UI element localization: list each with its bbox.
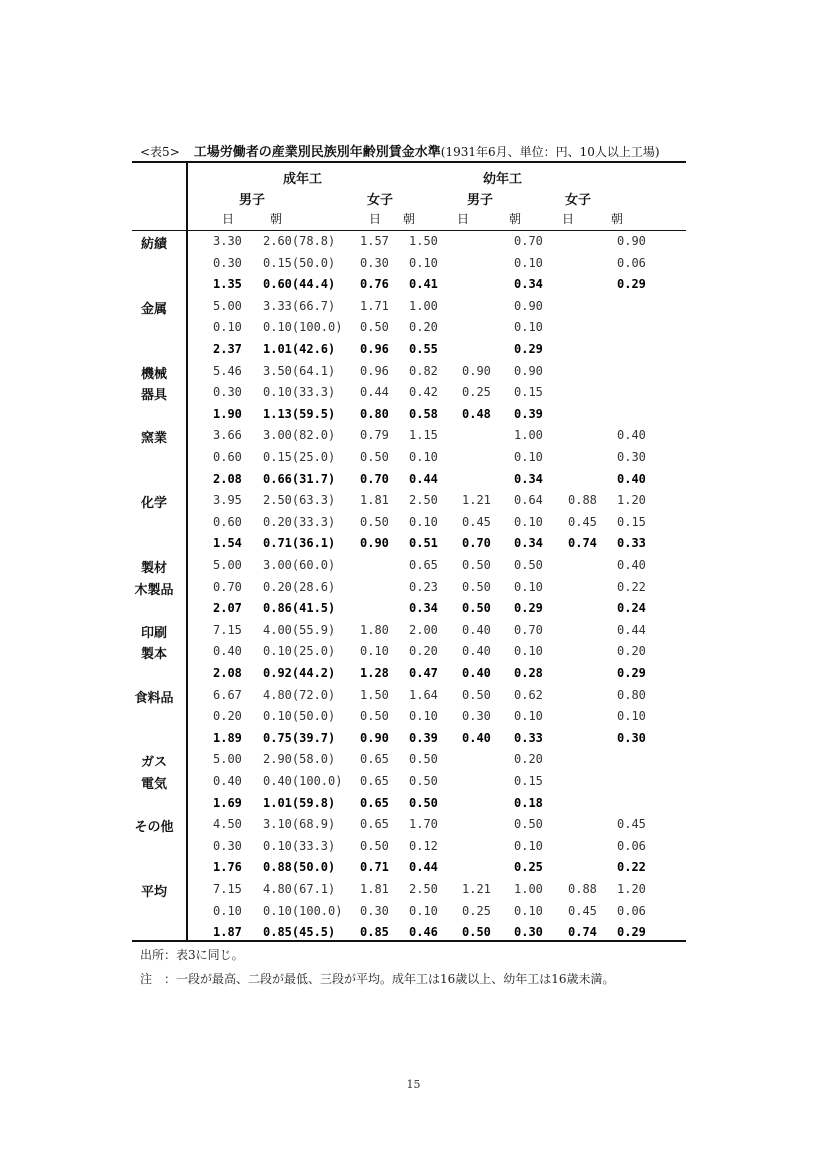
table-cell: 0.25 — [462, 903, 491, 918]
category-label: 金属 — [140, 301, 167, 317]
table-cell: 0.10 — [360, 644, 389, 659]
table-cell: 5.00 — [213, 752, 242, 767]
header-rule — [132, 230, 686, 231]
table-cell: 0.90 — [514, 363, 543, 378]
table-cell: 2.37 — [213, 342, 242, 356]
table-cell: 0.06 — [617, 255, 646, 270]
header-adult-male: 男子 — [239, 193, 266, 208]
table-cell: 0.79 — [360, 428, 389, 443]
table-cell: 1.76 — [213, 860, 242, 875]
table-cell: 0.90 — [514, 298, 543, 313]
table-cell: 0.15 — [514, 385, 543, 400]
category-label: 紡績 — [140, 237, 167, 252]
table-cell: 0.30 — [360, 903, 389, 918]
table-cell: 0.44 — [617, 622, 646, 637]
table-cell: 3.33(66.7) — [263, 298, 336, 313]
table-cell: 0.70 — [462, 536, 491, 551]
table-cell: 0.10 — [514, 514, 543, 529]
table-cell: 0.60 — [213, 450, 242, 464]
table-cell: 0.90 — [360, 536, 389, 551]
table-cell: 2.50 — [409, 882, 438, 896]
table-cell: 0.39 — [409, 730, 438, 745]
table-cell: 0.10 — [213, 903, 242, 918]
table-cell: 0.15 — [617, 514, 646, 529]
table-cell: 0.10 — [213, 320, 242, 335]
table-cell: 0.29 — [514, 601, 543, 616]
table-cell: 0.10 — [409, 450, 438, 464]
table-cell: 0.06 — [617, 903, 646, 918]
table-cell: 2.50(63.3) — [263, 493, 336, 508]
table-cell: 0.76 — [360, 277, 389, 292]
table-cell: 1.71 — [360, 298, 389, 313]
table-cell: 0.30 — [514, 925, 543, 940]
table-cell: 0.10 — [409, 514, 438, 529]
table-cell: 0.10 — [514, 255, 543, 270]
table-cell: 0.58 — [409, 406, 438, 421]
table-cell: 0.50 — [462, 925, 491, 940]
category-label: 機械 — [140, 366, 167, 382]
table-cell: 0.40 — [617, 558, 646, 572]
header-juvenile: 幼年工 — [483, 172, 523, 187]
table-cell: 0.44 — [409, 860, 438, 875]
subheader-6: 日 — [562, 212, 575, 226]
table-cell: 0.88(50.0) — [263, 860, 336, 875]
table-cell: 0.20 — [514, 752, 543, 767]
table-cell: 2.08 — [213, 666, 242, 680]
table-cell: 0.44 — [409, 471, 438, 486]
table-cell: 0.45 — [462, 514, 491, 529]
category-label: 製本 — [140, 647, 167, 663]
table-cell: 0.50 — [360, 450, 389, 464]
table-cell: 6.67 — [213, 687, 242, 702]
category-label: 電気 — [140, 777, 167, 792]
subheader-1: 朝 — [270, 212, 283, 226]
table-cell: 0.86(41.5) — [263, 601, 336, 616]
table-cell: 1.90 — [213, 406, 242, 421]
table-cell: 0.12 — [409, 838, 438, 853]
table-cell: 0.30 — [213, 385, 242, 400]
table-cell: 0.10(33.3) — [263, 838, 336, 853]
table-cell: 5.00 — [213, 298, 242, 313]
subheader-3: 朝 — [403, 212, 416, 226]
table-cell: 0.25 — [514, 860, 543, 875]
table-cell: 0.40 — [617, 428, 646, 443]
table-cell: 0.30 — [213, 838, 242, 853]
table-cell: 1.89 — [213, 730, 242, 745]
table-cell: 1.00 — [409, 298, 438, 313]
table-cell: 0.90 — [462, 363, 491, 378]
table-cell: 0.20(33.3) — [263, 514, 336, 529]
table-cell: 0.10(100.0) — [263, 903, 343, 918]
table-cell: 0.74 — [568, 536, 597, 551]
table-cell: 0.50 — [409, 795, 438, 810]
table-cell: 0.20 — [617, 644, 646, 659]
table-cell: 1.69 — [213, 795, 242, 810]
table-cell: 0.70 — [514, 622, 543, 637]
table-cell: 1.00 — [514, 428, 543, 443]
table-cell: 0.10 — [514, 709, 543, 724]
table-cell: 0.50 — [462, 558, 491, 572]
table-cell: 0.29 — [514, 342, 543, 356]
table-title — [140, 141, 740, 160]
table-cell: 0.80 — [360, 406, 389, 421]
table-cell: 0.62 — [514, 687, 543, 702]
category-label: ガス — [140, 755, 167, 771]
table-cell: 0.10 — [514, 320, 543, 335]
table-cell: 0.65 — [360, 795, 389, 810]
header-juvenile-female: 女子 — [565, 193, 592, 208]
table-cell: 3.10(68.9) — [263, 817, 336, 832]
table-cell: 0.18 — [514, 795, 543, 810]
table-cell: 0.71 — [360, 860, 389, 875]
bottom-rule — [132, 940, 686, 942]
table-cell: 0.33 — [514, 730, 543, 745]
table-cell: 1.64 — [409, 687, 438, 702]
table-cell: 0.10 — [514, 903, 543, 918]
table-cell: 0.65 — [360, 752, 389, 767]
table-cell: 0.15 — [514, 774, 543, 788]
table-cell: 0.40(100.0) — [263, 774, 343, 788]
subheader-2: 日 — [369, 212, 382, 226]
table-cell: 0.82 — [409, 363, 438, 378]
category-label: 食料品 — [134, 690, 174, 706]
table-cell: 0.45 — [568, 514, 597, 529]
table-cell: 1.00 — [514, 882, 543, 896]
table-cell: 0.70 — [213, 579, 242, 594]
table-cell: 0.20 — [409, 320, 438, 335]
subheader-7: 朝 — [611, 212, 624, 226]
table-cell: 0.23 — [409, 579, 438, 594]
table-cell: 1.35 — [213, 277, 242, 292]
table-cell: 0.45 — [617, 817, 646, 832]
table-cell: 0.96 — [360, 342, 389, 356]
table-cell: 1.50 — [409, 234, 438, 248]
table-cell: 0.39 — [514, 406, 543, 421]
table-cell: 0.85(45.5) — [263, 925, 336, 940]
table-cell: 1.20 — [617, 882, 646, 896]
table-cell: 1.21 — [462, 493, 491, 508]
source-note: 出所：表3に同じ。 — [140, 948, 244, 962]
table-cell: 4.80(67.1) — [263, 882, 336, 896]
table-cell: 1.70 — [409, 817, 438, 832]
table-cell: 0.15(50.0) — [263, 255, 336, 270]
table-cell: 0.45 — [568, 903, 597, 918]
table-cell: 3.95 — [213, 493, 242, 508]
table-cell: 0.70 — [360, 471, 389, 486]
table-unit: (1931年6月、単位：円、10人以上工場) — [440, 145, 660, 159]
table-cell: 0.50 — [462, 579, 491, 594]
table-cell: 0.51 — [409, 536, 438, 551]
category-label: 木製品 — [134, 582, 174, 598]
table-cell: 7.15 — [213, 882, 242, 896]
table-cell: 0.24 — [617, 601, 646, 616]
table-cell: 0.40 — [462, 622, 491, 637]
subheader-4: 日 — [457, 212, 470, 226]
table-cell: 0.50 — [360, 709, 389, 724]
table-cell: 7.15 — [213, 622, 242, 637]
table-cell: 0.55 — [409, 342, 438, 356]
table-cell: 0.34 — [514, 471, 543, 486]
table-cell: 0.71(36.1) — [263, 536, 336, 551]
page-number: 15 — [406, 1078, 421, 1091]
table-cell: 0.47 — [409, 666, 438, 680]
table-cell: 0.30 — [617, 730, 646, 745]
table-cell: 0.50 — [409, 752, 438, 767]
table-cell: 0.40 — [213, 644, 242, 659]
table-cell: 0.10 — [514, 450, 543, 464]
table-cell: 1.57 — [360, 234, 389, 248]
table-cell: 1.01(59.8) — [263, 795, 336, 810]
table-cell: 0.50 — [514, 558, 543, 572]
table-cell: 0.44 — [360, 385, 389, 400]
table-cell: 0.40 — [462, 644, 491, 659]
table-cell: 0.88 — [568, 493, 597, 508]
category-label: その他 — [134, 820, 174, 836]
table-cell: 0.60 — [213, 514, 242, 529]
table-cell: 0.50 — [360, 838, 389, 853]
table-cell: 0.75(39.7) — [263, 730, 336, 745]
table-cell: 0.10(100.0) — [263, 320, 343, 335]
table-cell: 0.20 — [213, 709, 242, 724]
table-cell: 0.30 — [617, 450, 646, 464]
table-cell: 0.96 — [360, 363, 389, 378]
table-cell: 1.80 — [360, 622, 389, 637]
table-cell: 0.46 — [409, 925, 438, 940]
table-cell: 0.15(25.0) — [263, 450, 336, 464]
table-cell: 0.90 — [617, 234, 646, 248]
table-cell: 0.50 — [409, 774, 438, 788]
table-cell: 0.50 — [462, 687, 491, 702]
header-juvenile-male: 男子 — [467, 193, 494, 208]
table-cell: 0.10 — [514, 838, 543, 853]
table-cell: 5.00 — [213, 558, 242, 572]
table-cell: 0.30 — [360, 255, 389, 270]
table-cell: 0.60(44.4) — [263, 277, 336, 292]
table-cell: 1.81 — [360, 493, 389, 508]
table-cell: 0.65 — [409, 558, 438, 572]
table-cell: 2.08 — [213, 471, 242, 486]
table-cell: 0.22 — [617, 579, 646, 594]
table-cell: 0.50 — [360, 514, 389, 529]
table-cell: 0.20(28.6) — [263, 579, 336, 594]
table-cell: 3.66 — [213, 428, 242, 443]
table-cell: 3.50(64.1) — [263, 363, 336, 378]
table-cell: 3.30 — [213, 234, 242, 248]
table-cell: 1.01(42.6) — [263, 342, 336, 356]
table-cell: 0.20 — [409, 644, 438, 659]
table-cell: 1.15 — [409, 428, 438, 443]
table-cell: 0.30 — [462, 709, 491, 724]
top-rule — [132, 161, 686, 163]
table-cell: 0.10 — [409, 709, 438, 724]
category-label: 化学 — [140, 496, 167, 512]
table-cell: 1.20 — [617, 493, 646, 508]
table-cell: 0.22 — [617, 860, 646, 875]
table-cell: 0.90 — [360, 730, 389, 745]
table-cell: 0.29 — [617, 666, 646, 680]
table-cell: 0.74 — [568, 925, 597, 940]
table-cell: 0.10 — [409, 903, 438, 918]
table-cell: 0.65 — [360, 774, 389, 788]
table-cell: 0.40 — [462, 666, 491, 680]
category-label: 印刷 — [140, 625, 167, 641]
table-cell: 0.34 — [409, 601, 438, 616]
table-cell: 5.46 — [213, 363, 242, 378]
table-cell: 0.85 — [360, 925, 389, 940]
table-cell: 0.50 — [462, 601, 491, 616]
table-cell: 4.50 — [213, 817, 242, 832]
table-cell: 1.81 — [360, 882, 389, 896]
category-label: 器具 — [140, 388, 167, 404]
table-cell: 0.66(31.7) — [263, 471, 336, 486]
category-label: 平均 — [140, 885, 167, 900]
table-cell: 0.10 — [617, 709, 646, 724]
table-cell: 0.29 — [617, 925, 646, 940]
table-cell: 0.29 — [617, 277, 646, 292]
table-cell: 2.50 — [409, 493, 438, 508]
table-cell: 3.00(60.0) — [263, 558, 336, 572]
table-cell: 0.70 — [514, 234, 543, 248]
category-label: 窯業 — [140, 431, 167, 447]
table-cell: 2.00 — [409, 622, 438, 637]
table-cell: 0.64 — [514, 493, 543, 508]
table-cell: 0.92(44.2) — [263, 666, 336, 680]
table-cell: 0.10(25.0) — [263, 644, 336, 659]
table-cell: 2.60(78.8) — [263, 234, 336, 248]
table-cell: 0.34 — [514, 536, 543, 551]
table-cell: 0.10(50.0) — [263, 709, 336, 724]
table-cell: 0.80 — [617, 687, 646, 702]
table-cell: 0.42 — [409, 385, 438, 400]
table-cell: 3.00(82.0) — [263, 428, 336, 443]
header-adult: 成年工 — [283, 172, 323, 187]
table-cell: 0.48 — [462, 406, 491, 421]
table-cell: 0.65 — [360, 817, 389, 832]
table-cell: 0.41 — [409, 277, 438, 292]
table-cell: 2.90(58.0) — [263, 752, 336, 767]
table-cell: 1.54 — [213, 536, 242, 551]
table-cell: 0.28 — [514, 666, 543, 680]
table-label: <表5> — [140, 145, 180, 159]
table-cell: 1.28 — [360, 666, 389, 680]
table-cell: 0.06 — [617, 838, 646, 853]
table-cell: 0.10(33.3) — [263, 385, 336, 400]
table-cell: 1.87 — [213, 925, 242, 940]
table-cell: 1.50 — [360, 687, 389, 702]
table-cell: 0.34 — [514, 277, 543, 292]
table-cell: 4.00(55.9) — [263, 622, 336, 637]
subheader-5: 朝 — [509, 212, 522, 226]
table-cell: 1.21 — [462, 882, 491, 896]
table-cell: 0.50 — [360, 320, 389, 335]
table-cell: 0.40 — [462, 730, 491, 745]
footnote: 注 ：一段が最高、二段が最低、三段が平均。成年工は16歳以上、幼年工は16歳未満。 — [140, 972, 615, 986]
table-cell: 4.80(72.0) — [263, 687, 336, 702]
table-cell: 0.10 — [409, 255, 438, 270]
category-divider — [186, 163, 188, 941]
table-cell: 0.10 — [514, 579, 543, 594]
table-cell: 1.13(59.5) — [263, 406, 336, 421]
table-cell: 0.40 — [617, 471, 646, 486]
table-cell: 0.25 — [462, 385, 491, 400]
table-cell: 2.07 — [213, 601, 242, 616]
table-cell: 0.88 — [568, 882, 597, 896]
header-adult-female: 女子 — [367, 193, 394, 208]
category-label: 製材 — [140, 561, 167, 576]
table-cell: 0.30 — [213, 255, 242, 270]
table-cell: 0.40 — [213, 774, 242, 788]
subheader-0: 日 — [222, 212, 235, 226]
table-title-main: 工場労働者の産業別民族別年齢別賃金水準 — [193, 145, 441, 160]
table-cell: 0.10 — [514, 644, 543, 659]
table-cell: 0.50 — [514, 817, 543, 832]
table-cell: 0.33 — [617, 536, 646, 551]
